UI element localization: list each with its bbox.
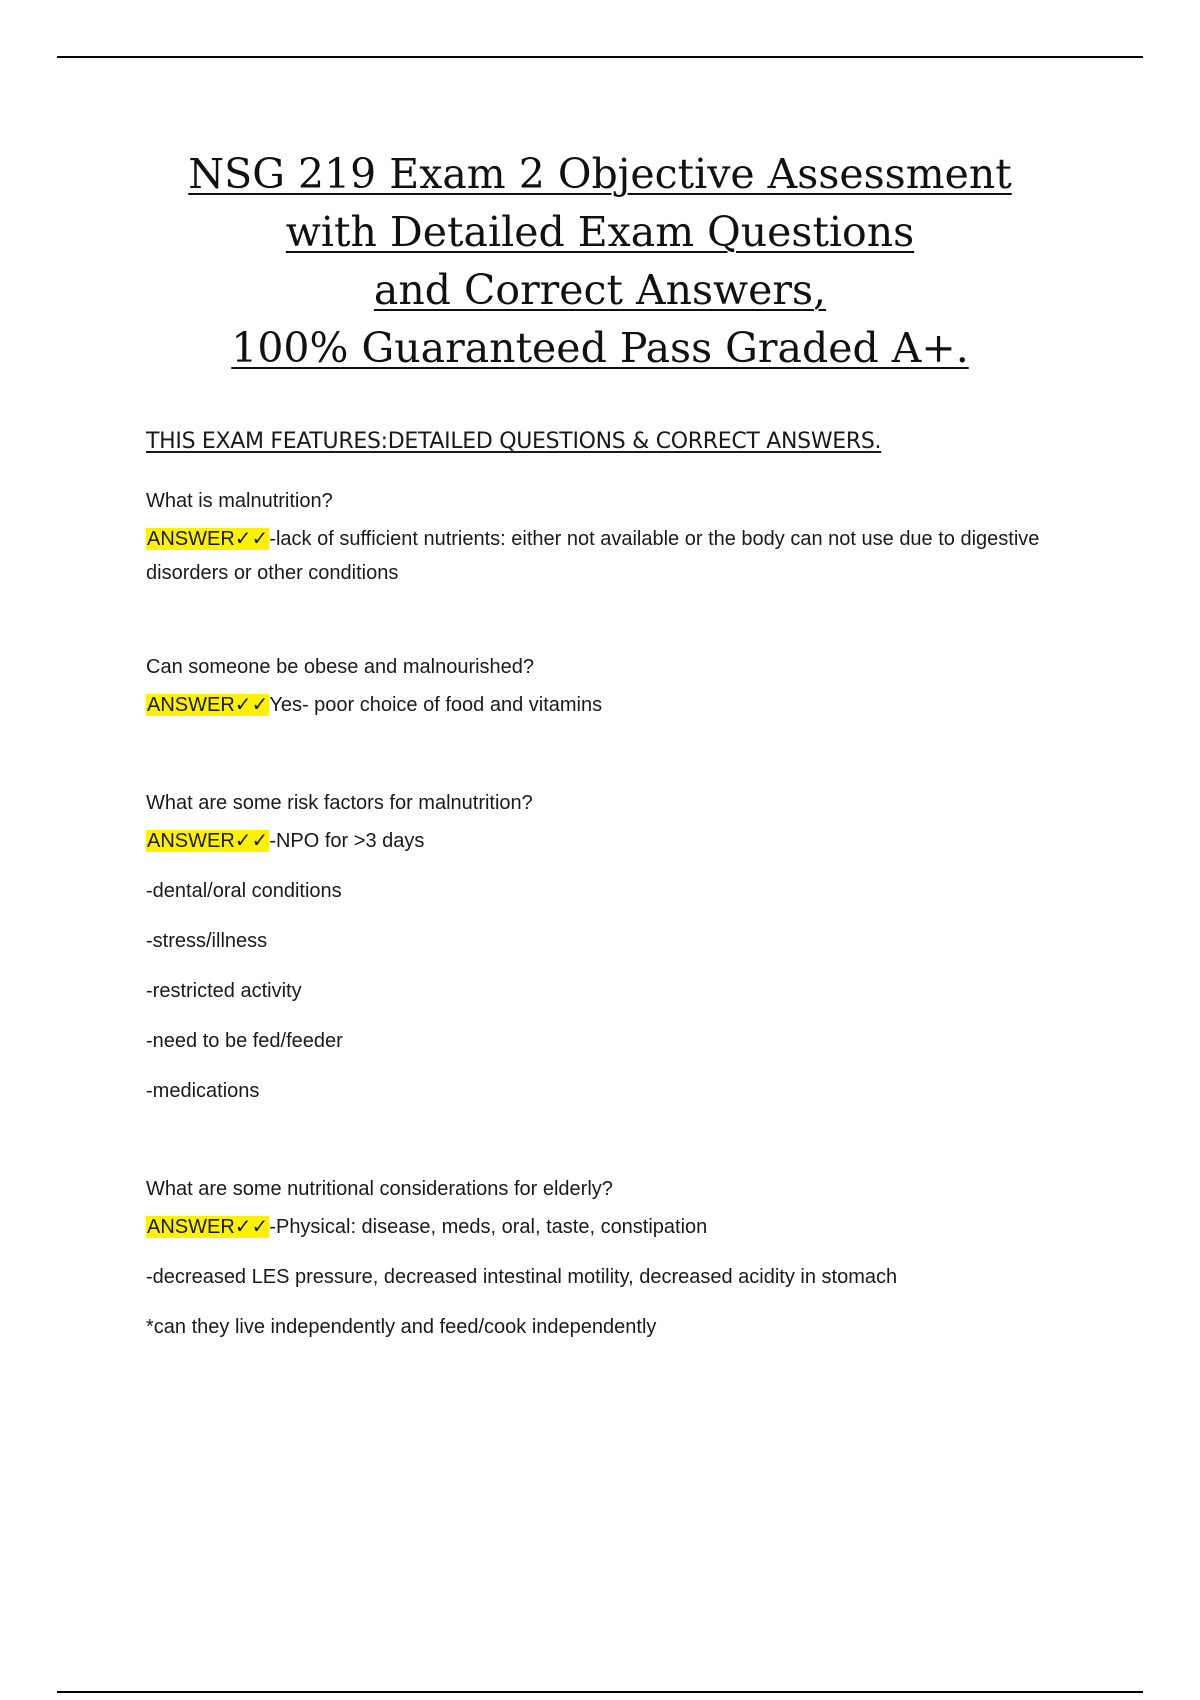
title-line-1: NSG 219 Exam 2 Objective Assessment: [188, 150, 1012, 198]
answer-tag: ANSWER✓✓: [147, 528, 269, 550]
question-text: Can someone be obese and malnourished?: [146, 656, 535, 678]
answer-text: -lack of sufficient nutrients: either not available or the body can not use due to digestive disorders or other conditions: [146, 528, 1040, 584]
answer-text: Yes- poor choice of food and vitamins: [269, 694, 603, 716]
title-line-2: with Detailed Exam Questions: [285, 208, 915, 256]
question-text: What is malnutrition?: [146, 490, 333, 512]
bottom-rule: [57, 1691, 1143, 1693]
answer-text: -Physical: disease, meds, oral, taste, constipation: [269, 1216, 708, 1238]
answer-extra-line: -medications: [146, 1080, 260, 1102]
answer-tag: ANSWER✓✓: [147, 694, 269, 716]
top-rule: [57, 56, 1143, 58]
answer-tag: ANSWER✓✓: [147, 830, 269, 852]
qa-list: [146, 484, 1066, 1408]
answer-extra-line: -dental/oral conditions: [146, 880, 342, 902]
answer-line: [146, 1210, 1066, 1244]
title-line-3: and Correct Answers,: [373, 266, 827, 314]
title-line-4: 100% Guaranteed Pass Graded A+.: [231, 324, 969, 372]
answer-text: -NPO for >3 days: [269, 830, 425, 852]
features-heading: THIS EXAM FEATURES:DETAILED QUESTIONS & CORRECT ANSWERS.: [146, 429, 882, 454]
answer-tag: ANSWER✓✓: [147, 1216, 269, 1238]
answer-line: [146, 824, 1066, 858]
answer-line: [146, 688, 1066, 722]
qa-item: [146, 786, 1066, 1108]
answer-line: [146, 522, 1066, 590]
answer-extra-line: -need to be fed/feeder: [146, 1030, 343, 1052]
document-title: [0, 145, 1200, 377]
qa-item: [146, 1172, 1066, 1344]
answer-extra-line: -restricted activity: [146, 980, 302, 1002]
answer-extra-line: -decreased LES pressure, decreased intestinal motility, decreased acidity in stomach: [146, 1266, 898, 1288]
question-text: What are some nutritional considerations for elderly?: [146, 1178, 613, 1200]
question-text: What are some risk factors for malnutrition?: [146, 792, 533, 814]
answer-extra-line: -stress/illness: [146, 930, 268, 952]
qa-item: [146, 484, 1066, 590]
answer-extra-line: *can they live independently and feed/cook independently: [146, 1316, 657, 1338]
qa-item: [146, 650, 1066, 722]
